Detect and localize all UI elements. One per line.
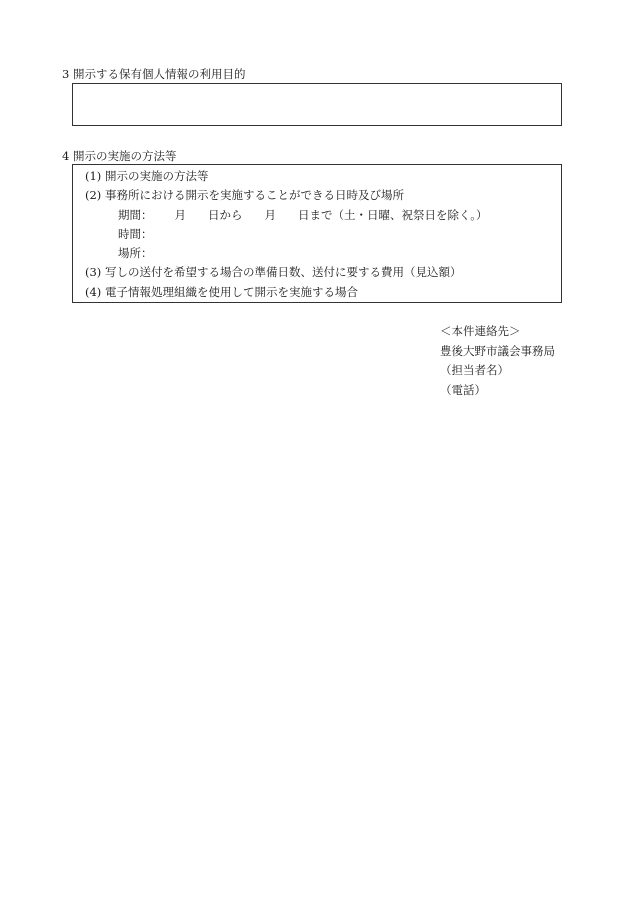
method-item-4: (4) 電子情報処理組織を使用して開示を実施する場合	[85, 285, 358, 299]
contact-phone: （電話）	[440, 383, 486, 397]
method-item-2: (2) 事務所における開示を実施することができる日時及び場所	[85, 188, 404, 202]
place-line: 場所：	[118, 246, 153, 260]
contact-office: 豊後大野市議会事務局	[440, 344, 555, 358]
contact-title: ＜本件連絡先＞	[440, 324, 521, 338]
period-month-2: 月	[264, 208, 276, 222]
method-item-1: (1) 開示の実施の方法等	[85, 169, 209, 183]
period-day-from: 日から	[208, 208, 243, 222]
time-line: 時間：	[118, 227, 153, 241]
period-day-until: 日まで（土・日曜、祝祭日を除く。）	[298, 208, 488, 222]
period-line	[118, 208, 488, 222]
method-box	[72, 164, 562, 303]
purpose-field-box	[72, 83, 562, 126]
period-month-1: 月	[174, 208, 186, 222]
period-label: 期間：	[118, 208, 153, 222]
method-item-3: (3) 写しの送付を希望する場合の準備日数、送付に要する費用（見込額）	[85, 265, 462, 279]
section3-heading: 3 開示する保有個人情報の利用目的	[62, 67, 246, 81]
contact-person: （担当者名）	[440, 363, 509, 377]
section4-heading: 4 開示の実施の方法等	[62, 149, 177, 163]
